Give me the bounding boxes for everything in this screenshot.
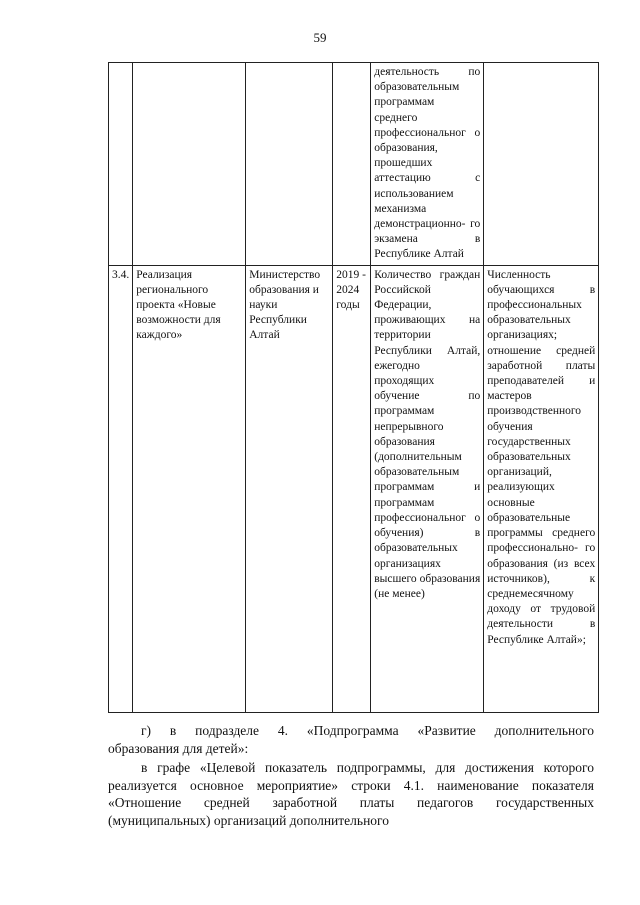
body-text	[108, 722, 594, 829]
indicator-text: деятельность по образовательным программам среднего профессиональног о образования, прошедших аттестацию с использованием механизма демонстрационно- го экзамена в Республике Алтай	[374, 66, 481, 261]
paragraph-line: образования для детей»:	[108, 740, 249, 756]
indicator-text: Количество граждан Российской Федерации, проживающих на территории Республики Алтай, ежегодно проходящих обучение по программам непрерывного образования (дополнительным образовательным программам и программам профессиональног о обучения) в образовательных организациях высшего образования (не менее)	[374, 268, 481, 600]
executor-text: Министерство образования и науки Республики Алтай	[249, 268, 321, 342]
indicator-cell	[371, 265, 484, 712]
target-cell	[484, 265, 599, 712]
table-row	[109, 63, 599, 266]
indicator-cell	[371, 63, 484, 266]
row-number: 3.4.	[112, 268, 130, 281]
paragraph: в графе «Целевой показатель подпрограммы, для достижения которого реализуется основное мероприятие» строки 4.1. наименование показателя «Отношение средней заработной платы педагогов государственных (муниципальных) организаций дополнительного	[108, 760, 594, 828]
term-cell	[333, 265, 371, 712]
row-number-cell	[109, 63, 133, 266]
row-number-cell	[109, 265, 133, 712]
event-text: Реализация регионального проекта «Новые возможности для каждого»	[136, 268, 221, 342]
target-text: Численность обучающихся в профессиональных образовательных организациях; отношение средней заработной платы преподавателей и мастеров производственного обучения государственных образовательных организаций, реализующих основные образовательные программы среднего профессионально- го образования (из всех источников), к среднемесячному доходу от трудовой деятельности в Республике Алтай»;	[487, 268, 596, 646]
target-cell	[484, 63, 599, 266]
executor-cell	[246, 265, 333, 712]
table-row	[109, 265, 599, 712]
page-number: 59	[313, 30, 327, 45]
executor-cell	[246, 63, 333, 266]
paragraph-line: г) в подразделе 4. «Подпрограмма «Развитие дополнительного	[141, 723, 594, 738]
measures-table	[108, 62, 599, 713]
event-cell	[133, 265, 246, 712]
term-cell	[333, 63, 371, 266]
event-cell	[133, 63, 246, 266]
term-text: 2019 - 2024 годы	[336, 268, 366, 312]
